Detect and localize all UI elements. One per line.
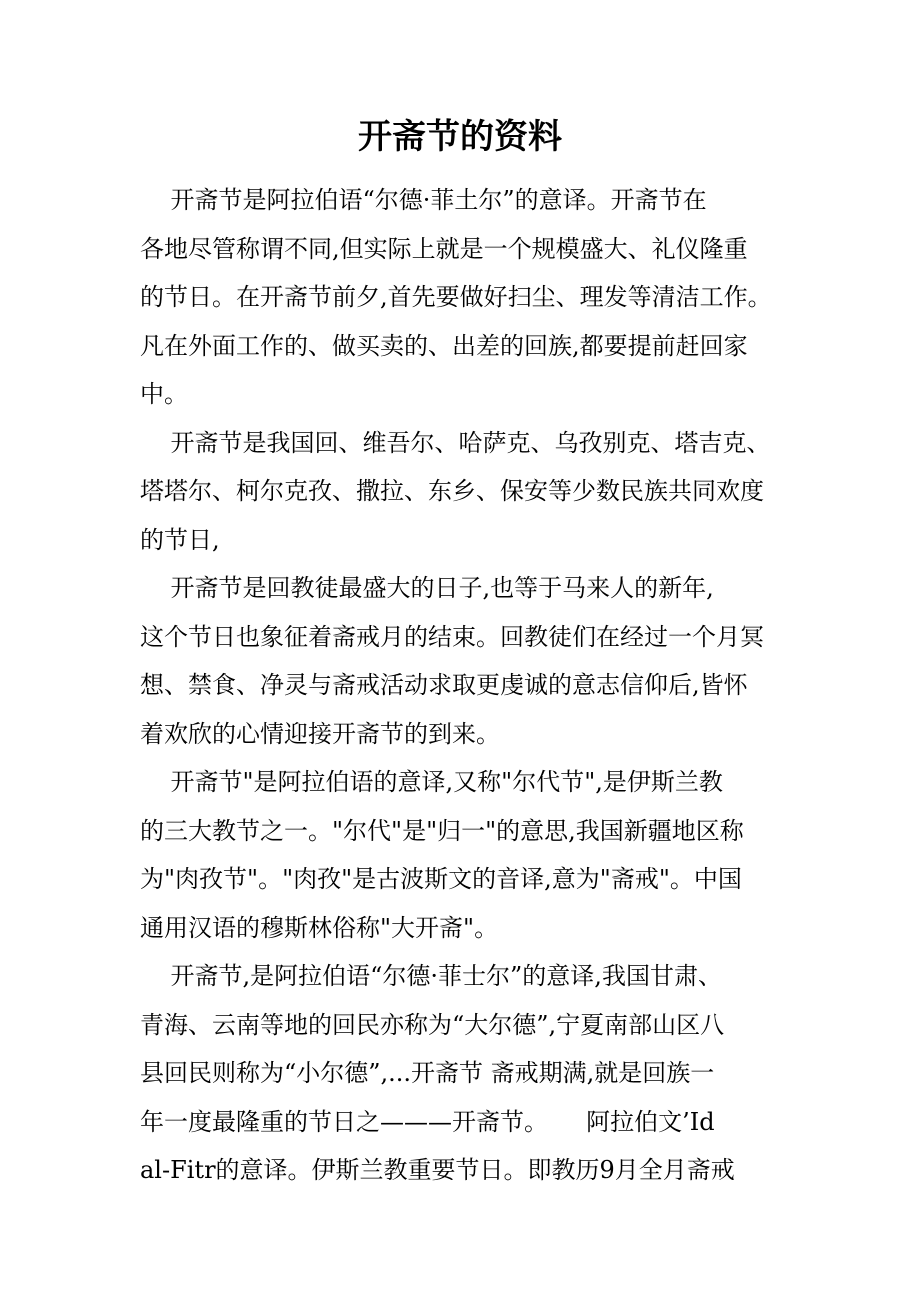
paragraph	[140, 758, 784, 952]
text-line: 各地尽管称谓不同,但实际上就是一个规模盛大、礼仪隆重	[140, 234, 748, 263]
text-line: 为"肉孜节"。"肉孜"是古波斯文的音译,意为"斋戒"。中国	[140, 865, 742, 893]
document-body	[140, 176, 784, 1195]
text-line: al-Fitr的意译。伊斯兰教重要节日。即教历9月全月斋戒	[140, 1156, 735, 1184]
text-line: 开斋节是回教徒最盛大的日子,也等于马来人的新年,	[140, 574, 714, 602]
text-line: 青海、云南等地的回民亦称为“大尔德”,宁夏南部山区八	[140, 1010, 725, 1039]
text-line: 想、禁食、净灵与斋戒活动求取更虔诚的意志信仰后,皆怀	[140, 671, 748, 699]
text-line: 县回民则称为“小尔德”,...开斋节 斋戒期满,就是回族一	[140, 1059, 715, 1087]
text-line: 这个节日也象征着斋戒月的结束。回教徒们在经过一个月冥	[140, 622, 764, 651]
text-line: 的节日。在开斋节前夕,首先要做好扫尘、理发等清洁工作。	[140, 283, 772, 311]
text-line: 通用汉语的穆斯林俗称"大开斋"。	[140, 913, 499, 942]
text-line: 的三大教节之一。"尔代"是"归一"的意思,我国新疆地区称	[140, 816, 744, 845]
text-line: 着欢欣的心情迎接开斋节的到来。	[140, 719, 500, 748]
paragraph	[140, 419, 784, 565]
text-line: 塔塔尔、柯尔克孜、撒拉、东乡、保安等少数民族共同欢度	[140, 477, 764, 505]
text-line: 凡在外面工作的、做买卖的、出差的回族,都要提前赶回家	[140, 331, 748, 360]
paragraph	[140, 176, 784, 419]
text-line: 开斋节是我国回、维吾尔、哈萨克、乌孜别克、塔吉克、	[140, 428, 771, 457]
text-line: 开斋节,是阿拉伯语“尔德·菲士尔”的意译,我国甘肃、	[140, 962, 722, 990]
text-line: 年一度最隆重的节日之———开斋节。 阿拉伯文’Id	[140, 1107, 715, 1136]
text-line: 开斋节"是阿拉伯语的意译,又称"尔代节",是伊斯兰教	[140, 768, 723, 796]
paragraph	[140, 952, 784, 1195]
text-line: 的节日,	[140, 525, 220, 554]
paragraph	[140, 564, 784, 758]
page-title: 开斋节的资料	[358, 117, 562, 157]
text-line: 中。	[140, 380, 188, 408]
text-line: 开斋节是阿拉伯语“尔德·菲土尔”的意译。开斋节在	[140, 186, 707, 214]
